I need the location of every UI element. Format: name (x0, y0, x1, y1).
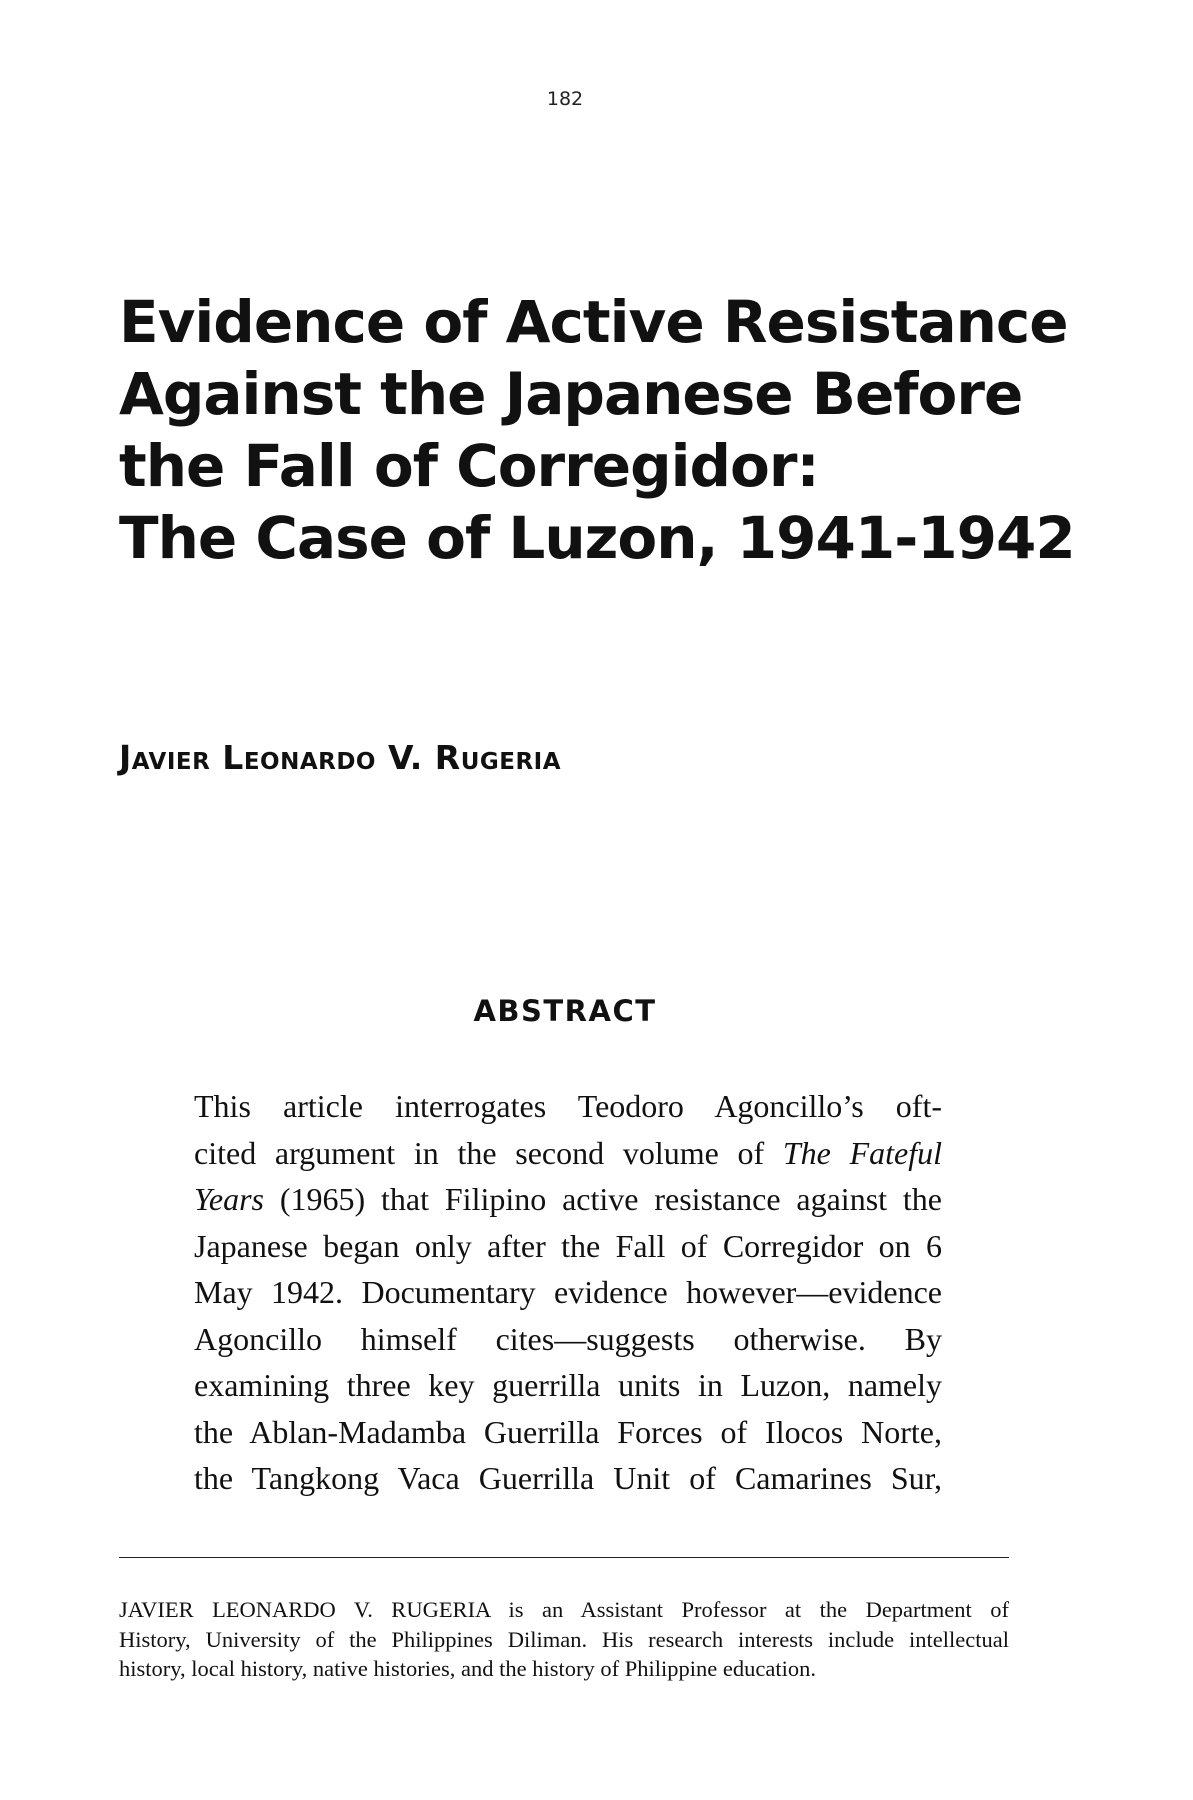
abstract-line: the Tangkong Vaca Guerrilla Unit of Camarines Sur, (194, 1460, 942, 1496)
title-line: Against the Japanese Before (119, 360, 1023, 428)
abstract-line: examining three key guerrilla units in Luzon, namely (194, 1367, 942, 1403)
abstract-line: This article interrogates Teodoro Agoncillo’s oft- (194, 1088, 942, 1124)
abstract-line: May 1942. Documentary evidence however—evidence (194, 1274, 942, 1310)
footnote-divider (119, 1557, 1009, 1558)
title-line: The Case of Luzon, 1941-1942 (119, 504, 1075, 572)
author-name: Javier Leonardo V. Rugeria (119, 738, 562, 777)
abstract-line: Japanese began only after the Fall of Corregidor on 6 (194, 1227, 942, 1264)
page-number: 182 (546, 88, 584, 110)
abstract-heading: ABSTRACT (473, 994, 657, 1028)
abstract-line: cited argument in the second volume of The Fateful (194, 1134, 943, 1171)
book-title-italic: The Fateful (782, 1134, 943, 1171)
book-title-italic: Years (194, 1181, 264, 1217)
footnote-line: History, University of the Philippines Diliman. His research interests include intellectual (119, 1626, 1009, 1652)
title-line: the Fall of Corregidor: (119, 432, 819, 500)
abstract-line: Agoncillo himself cites—suggests otherwise. By (194, 1320, 942, 1357)
abstract-line: the Ablan-Madamba Guerrilla Forces of Ilocos Norte, (194, 1413, 942, 1450)
abstract-text (194, 1083, 942, 1502)
article-title (119, 286, 1075, 574)
footnote-line: history, local history, native histories, and the history of Philippine education. (119, 1656, 816, 1681)
author-footnote (119, 1595, 1009, 1684)
footnote-line: JAVIER LEONARDO V. RUGERIA is an Assistant Professor at the Department of (119, 1597, 1009, 1622)
abstract-line: Years (1965) that Filipino active resistance against the (194, 1181, 942, 1217)
title-line: Evidence of Active Resistance (119, 288, 1068, 356)
